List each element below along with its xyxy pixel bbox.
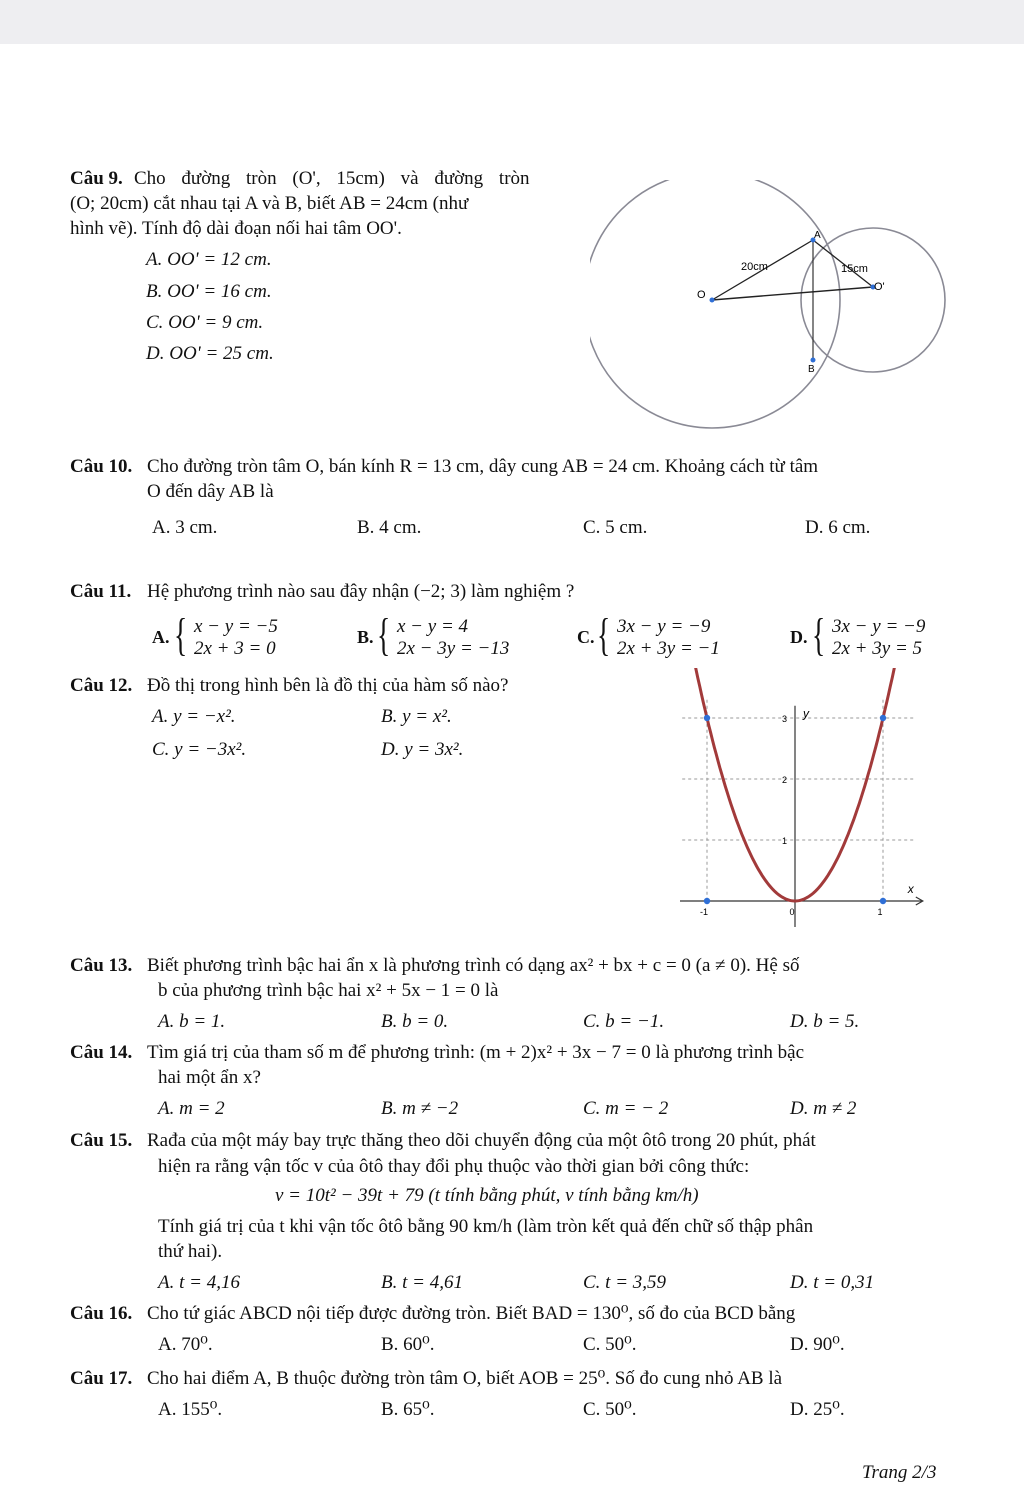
data-point: [880, 715, 886, 721]
q13-option-c: C. b = −1.: [583, 1011, 665, 1032]
circle-o: [590, 180, 840, 428]
q15-line1: Rađa của một máy bay trực thăng theo dõi chuyển động của một ôtô trong 20 phút, phát: [147, 1130, 816, 1151]
y-tick-label: 3: [781, 714, 787, 724]
q13-label: Câu 13.: [70, 955, 133, 976]
q11-d-eq1: 3x − y = −9: [832, 616, 926, 637]
q17-option-a: A. 155⁰.: [158, 1399, 223, 1420]
q11-label: Câu 11.: [70, 581, 132, 602]
y-tick-label: 1: [781, 836, 787, 846]
q14-option-d: D. m ≠ 2: [790, 1098, 857, 1119]
q11-d-eq2: 2x + 3y = 5: [832, 638, 923, 659]
point-o: [710, 298, 715, 303]
label-15cm: 15cm: [841, 263, 868, 275]
point-b: [811, 358, 816, 363]
q13-option-b: B. b = 0.: [381, 1011, 449, 1032]
brace-icon: {: [377, 609, 391, 660]
q15-option-d: D. t = 0,31: [790, 1272, 875, 1293]
q16-option-a: A. 70⁰.: [158, 1334, 213, 1355]
q15-option-b: B. t = 4,61: [381, 1272, 463, 1293]
q11-b-eq1: x − y = 4: [397, 616, 469, 637]
viewer-toolbar: [0, 0, 1024, 45]
data-point: [704, 715, 710, 721]
q15-line4: thứ hai).: [158, 1241, 223, 1262]
q14-line2: hai một ẩn x?: [158, 1067, 261, 1088]
data-point: [880, 898, 886, 904]
q13-line1: Biết phương trình bậc hai ẩn x là phương trình có dạng ax² + bx + c = 0 (a ≠ 0). Hệ số: [147, 955, 800, 976]
label-20cm: 20cm: [741, 261, 768, 273]
x-tick-label: 1: [877, 907, 883, 917]
q14-option-b: B. m ≠ −2: [381, 1098, 459, 1119]
q16-label: Câu 16.: [70, 1303, 133, 1324]
label-b: B: [808, 364, 815, 375]
q15-line3: Tính giá trị của t khi vận tốc ôtô bằng 90 km/h (làm tròn kết quả đến chữ số thập phân: [158, 1216, 814, 1237]
q11-a-eq1: x − y = −5: [194, 616, 278, 637]
q13-option-d: D. b = 5.: [790, 1011, 860, 1032]
q17-option-c: C. 50⁰.: [583, 1399, 637, 1420]
label-a: A: [814, 230, 821, 241]
q10-option-b: B. 4 cm.: [357, 517, 422, 538]
page-number: Trang 2/3: [862, 1462, 937, 1483]
q13-option-a: A. b = 1.: [158, 1011, 226, 1032]
q11-b-eq2: 2x − 3y = −13: [397, 638, 510, 659]
parabola-chart: [680, 668, 950, 930]
brace-icon: {: [812, 609, 826, 660]
q15-label: Câu 15.: [70, 1130, 133, 1151]
q10-option-a: A. 3 cm.: [152, 517, 218, 538]
q9-option-d: D. OO' = 25 cm.: [146, 343, 274, 364]
q9-line2: (O; 20cm) cắt nhau tại A và B, biết AB = 24cm (như: [70, 193, 469, 214]
y-tick-label: 2: [781, 775, 787, 785]
q11-line1: Hệ phương trình nào sau đây nhận (−2; 3) làm nghiệm ?: [147, 581, 575, 602]
q9-label: Câu 9.: [70, 168, 123, 189]
q9-option-b: B. OO' = 16 cm.: [146, 281, 272, 302]
q10-option-c: C. 5 cm.: [583, 517, 648, 538]
q14-option-c: C. m = − 2: [583, 1098, 669, 1119]
q12-label: Câu 12.: [70, 675, 133, 696]
q11-option-b-letter: B.: [357, 627, 374, 647]
brace-icon: {: [174, 609, 188, 660]
q10-line1: Cho đường tròn tâm O, bán kính R = 13 cm, dây cung AB = 24 cm. Khoảng cách từ tâm: [147, 456, 819, 477]
q12-option-a: A. y = −x².: [152, 706, 236, 727]
q16-line1: Cho tứ giác ABCD nội tiếp được đường tròn. Biết BAD = 130⁰, số đo của BCD bằng: [147, 1303, 796, 1324]
q9-option-a: A. OO' = 12 cm.: [146, 249, 272, 270]
q9-circles-figure: [590, 180, 950, 440]
brace-icon: {: [597, 609, 611, 660]
y-axis-label: y: [803, 706, 809, 721]
q14-label: Câu 14.: [70, 1042, 133, 1063]
q10-label: Câu 10.: [70, 456, 133, 477]
q17-label: Câu 17.: [70, 1368, 133, 1389]
q13-line2: b của phương trình bậc hai x² + 5x − 1 = 0 là: [158, 980, 499, 1001]
q9-line3: hình vẽ). Tính độ dài đoạn nối hai tâm OO'.: [70, 218, 402, 239]
segment-oo: [712, 287, 873, 300]
q17-option-d: D. 25⁰.: [790, 1399, 845, 1420]
q15-formula: v = 10t² − 39t + 79 (t tính bằng phút, v tính bằng km/h): [275, 1185, 699, 1206]
q16-option-c: C. 50⁰.: [583, 1334, 637, 1355]
q11-option-a-letter: A.: [152, 627, 170, 647]
q11-c-eq1: 3x − y = −9: [617, 616, 711, 637]
q11-option-c-letter: C.: [577, 627, 595, 647]
q15-line2: hiện ra rằng vận tốc v của ôtô thay đổi phụ thuộc vào thời gian bởi công thức:: [158, 1156, 750, 1177]
circle-o-prime: [801, 228, 945, 372]
label-o-prime: O': [874, 281, 885, 293]
q17-option-b: B. 65⁰.: [381, 1399, 435, 1420]
q16-option-d: D. 90⁰.: [790, 1334, 845, 1355]
chart-axes: [680, 706, 923, 927]
x-tick-label: -1: [699, 907, 709, 917]
q10-option-d: D. 6 cm.: [805, 517, 871, 538]
q14-option-a: A. m = 2: [158, 1098, 225, 1119]
q15-option-a: A. t = 4,16: [158, 1272, 240, 1293]
q11-a-eq2: 2x + 3 = 0: [194, 638, 276, 659]
q12-option-c: C. y = −3x².: [152, 739, 247, 760]
q16-option-b: B. 60⁰.: [381, 1334, 435, 1355]
label-o: O: [697, 289, 706, 301]
q11-c-eq2: 2x + 3y = −1: [617, 638, 720, 659]
q11-option-d-letter: D.: [790, 627, 808, 647]
data-point: [704, 898, 710, 904]
q10-line2: O đến dây AB là: [147, 481, 274, 502]
q14-line1: Tìm giá trị của tham số m để phương trình: (m + 2)x² + 3x − 7 = 0 là phương trình bậc: [147, 1042, 805, 1063]
x-axis-label: x: [907, 882, 914, 896]
q9-line1: Cho đường tròn (O', 15cm) và đường tròn: [134, 168, 530, 189]
x-tick-label: 0: [789, 907, 795, 917]
q17-line1: Cho hai điểm A, B thuộc đường tròn tâm O, biết AOB = 25⁰. Số đo cung nhỏ AB là: [147, 1368, 783, 1389]
q12-line1: Đồ thị trong hình bên là đồ thị của hàm số nào?: [147, 675, 509, 696]
q15-option-c: C. t = 3,59: [583, 1272, 667, 1293]
q9-option-c: C. OO' = 9 cm.: [146, 312, 264, 333]
q12-option-b: B. y = x².: [381, 706, 452, 727]
q12-option-d: D. y = 3x².: [381, 739, 464, 760]
